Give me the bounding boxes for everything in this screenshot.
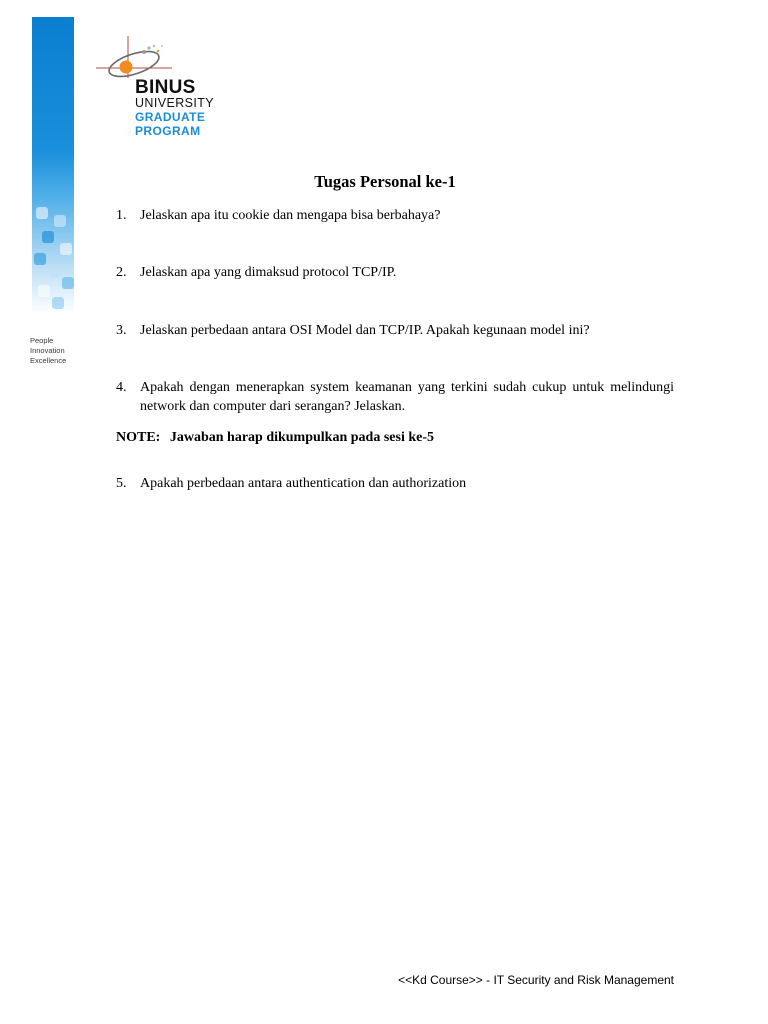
strip-tile <box>50 265 62 277</box>
tagline <box>30 336 66 366</box>
question-item <box>116 321 674 340</box>
tagline-people: People <box>30 336 54 345</box>
question-number: 5. <box>116 476 127 491</box>
logo-university-text: UNIVERSITY <box>135 96 215 110</box>
submission-note <box>116 430 434 446</box>
question-item <box>116 263 674 282</box>
strip-tile <box>42 231 54 243</box>
question-number: 2. <box>116 265 127 280</box>
logo-binus-text: BINUS <box>135 77 196 98</box>
decorative-side-strip <box>32 17 74 314</box>
document-title <box>0 172 768 192</box>
tagline-excellence: Excellence <box>30 356 67 365</box>
binus-logo <box>92 34 232 144</box>
strip-tile <box>54 215 66 227</box>
question-item <box>116 206 674 225</box>
question-text: Apakah dengan menerapkan system keamanan yang terkini sudah cukup untuk melindungi network dan computer dari serangan? Jelaskan. <box>140 380 674 414</box>
strip-tile <box>36 207 48 219</box>
strip-tile <box>52 297 64 309</box>
note-text: Jawaban harap dikumpulkan pada sesi ke-5 <box>169 430 434 445</box>
question-number: 3. <box>116 323 127 338</box>
question-number: 4. <box>116 380 127 395</box>
tagline-innovation: Innovation <box>30 346 65 355</box>
strip-tile <box>60 243 72 255</box>
question-text: Jelaskan perbedaan antara OSI Model dan TCP/IP. Apakah kegunaan model ini? <box>140 323 590 338</box>
strip-tile <box>38 285 50 297</box>
note-label: NOTE: <box>116 430 161 445</box>
question-text: Jelaskan apa itu cookie dan mengapa bisa berbahaya? <box>140 208 441 223</box>
strip-tile <box>62 277 74 289</box>
question-item <box>116 474 674 493</box>
logo-graduate-text: GRADUATE <box>135 110 206 124</box>
question-text: Apakah perbedaan antara authentication dan authorization <box>140 476 467 491</box>
logo-program-text: PROGRAM <box>135 124 201 138</box>
strip-tile <box>34 253 46 265</box>
question-text: Jelaskan apa yang dimaksud protocol TCP/IP. <box>140 265 397 280</box>
question-item <box>116 378 674 416</box>
question-number: 1. <box>116 208 127 223</box>
document-title-text: Tugas Personal ke-1 <box>314 172 456 191</box>
page-footer: <<Kd Course>> - IT Security and Risk Management <box>398 973 674 987</box>
